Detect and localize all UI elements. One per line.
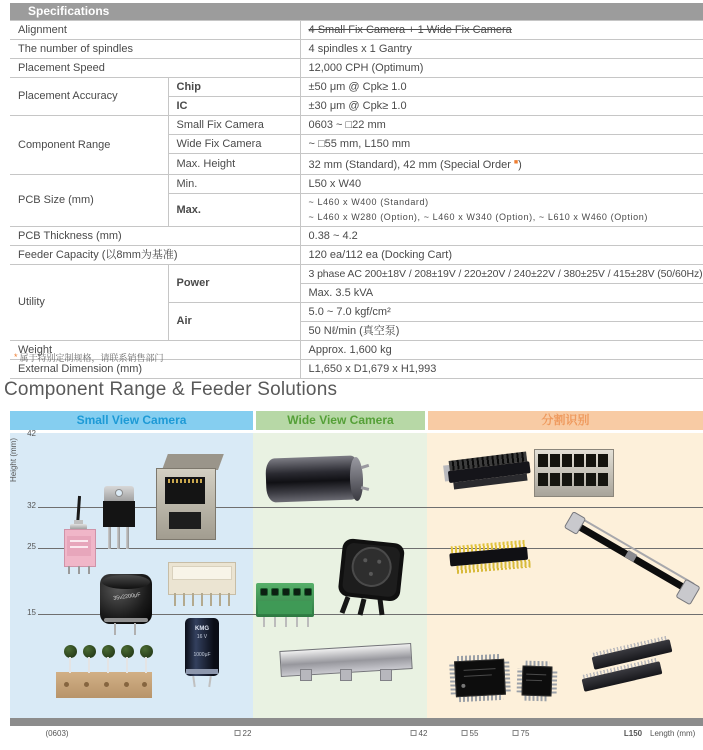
row-label: The number of spindles bbox=[10, 40, 300, 59]
row-label: PCB Size (mm) bbox=[10, 175, 168, 227]
to220-transistor-image bbox=[103, 486, 135, 550]
row-value: ±50 μm @ Cpk≥ 1.0 bbox=[300, 78, 703, 97]
y-tick-15: 15 bbox=[27, 608, 36, 617]
table-row bbox=[10, 21, 703, 40]
square-mark bbox=[462, 730, 468, 736]
row-value: 0603 ~ □22 mm bbox=[300, 116, 703, 135]
x-tick-l150: L150 bbox=[623, 729, 643, 738]
table-row bbox=[10, 59, 703, 78]
column-header-split-vision: 分割识别 bbox=[428, 411, 703, 430]
y-tick-32: 32 bbox=[27, 501, 36, 510]
square-mark bbox=[411, 730, 417, 736]
x-tick-22: 22 bbox=[235, 729, 252, 738]
x-axis-label: Length (mm) bbox=[650, 729, 696, 738]
row-sublabel: Max. Height bbox=[168, 154, 300, 175]
row-label: Weight bbox=[10, 341, 300, 360]
x-axis-baseline-bar bbox=[10, 718, 703, 726]
x-tick-0603: (0603) bbox=[45, 729, 69, 738]
y-tick-25: 25 bbox=[27, 542, 36, 551]
din-connector-image bbox=[334, 537, 410, 617]
edge-rod-connector-image bbox=[560, 512, 702, 608]
row-sublabel: Small Fix Camera bbox=[168, 116, 300, 135]
section-title: Component Range & Feeder Solutions bbox=[4, 379, 338, 400]
row-value: 50 Nℓ/min (真空泵) bbox=[300, 322, 703, 341]
y-tick-42: 42 bbox=[27, 429, 36, 438]
row-label: Feeder Capacity (以8mm为基准) bbox=[10, 246, 300, 265]
row-value: 5.0 ~ 7.0 kgf/cm² bbox=[300, 303, 703, 322]
row-label: External Dimension (mm) bbox=[10, 360, 300, 379]
row-label: Alignment bbox=[10, 21, 300, 40]
row-sublabel: Max. bbox=[168, 194, 300, 227]
row-value: 3 phase AC 200±18V / 208±19V / 220±20V / 240±22V / 380±25V / 415±28V (50/60Hz) bbox=[300, 265, 703, 284]
row-sublabel: Min. bbox=[168, 175, 300, 194]
table-row bbox=[10, 227, 703, 246]
row-label: PCB Thickness (mm) bbox=[10, 227, 300, 246]
row-value: 4 Small Fix Camera + 1 Wide Fix Camera bbox=[300, 21, 703, 40]
table-row bbox=[10, 40, 703, 59]
specifications-header: Specifications bbox=[10, 3, 703, 20]
table-row bbox=[10, 116, 703, 135]
row-value: ~ L460 x W400 (Standard) ~ L460 x W280 (Option), ~ L460 x W340 (Option), ~ L610 x W460 (Option) bbox=[300, 194, 703, 227]
gridline-32mm bbox=[38, 507, 703, 508]
x-tick-55: 55 bbox=[462, 729, 479, 738]
table-row bbox=[10, 246, 703, 265]
terminal-block-green-image bbox=[256, 583, 316, 628]
row-sublabel: Chip bbox=[168, 78, 300, 97]
rj45-multiport-bank-image bbox=[534, 449, 614, 497]
row-value: L1,650 x D1,679 x H1,993 bbox=[300, 360, 703, 379]
toggle-switch-image bbox=[58, 496, 98, 576]
square-mark bbox=[513, 730, 519, 736]
shielded-connector-long-image bbox=[280, 647, 414, 687]
square-mark bbox=[235, 730, 241, 736]
row-sublabel: Air bbox=[168, 303, 300, 341]
row-value: L50 x W40 bbox=[300, 175, 703, 194]
specifications-table bbox=[10, 3, 703, 379]
row-value: Approx. 1,600 kg bbox=[300, 341, 703, 360]
rj45-connector-image bbox=[156, 454, 220, 540]
row-value: 32 mm (Standard), 42 mm (Special Order ■) bbox=[300, 154, 703, 175]
row-label: Component Range bbox=[10, 116, 168, 175]
row-value: Max. 3.5 kVA bbox=[300, 284, 703, 303]
y-axis-label: Height (mm) bbox=[9, 438, 18, 483]
column-header-small-view-camera: Small View Camera bbox=[10, 411, 253, 430]
row-sublabel: IC bbox=[168, 97, 300, 116]
row-value: 0.38 ~ 4.2 bbox=[300, 227, 703, 246]
table-row bbox=[10, 78, 703, 97]
qfp-ic-small-image bbox=[516, 660, 557, 701]
row-label: Placement Speed bbox=[10, 59, 300, 78]
row-value: ±30 μm @ Cpk≥ 1.0 bbox=[300, 97, 703, 116]
qfp-ic-large-image bbox=[449, 653, 511, 702]
row-sublabel: Power bbox=[168, 265, 300, 303]
table-row bbox=[10, 265, 703, 284]
row-value: 4 spindles x 1 Gantry bbox=[300, 40, 703, 59]
snap-in-capacitor-horizontal-image bbox=[266, 457, 370, 505]
row-sublabel: Wide Fix Camera bbox=[168, 135, 300, 154]
disc-capacitors-on-tape-image bbox=[56, 645, 156, 700]
row-label: Utility bbox=[10, 265, 168, 341]
footnote: * 属于特别定制规格，请联系销售部门 bbox=[14, 352, 164, 363]
row-label: Placement Accuracy bbox=[10, 78, 168, 116]
electrolytic-capacitor-kmg-image: KMG 16 V 1000μF bbox=[185, 618, 221, 688]
row-value: 120 ea/112 ea (Docking Cart) bbox=[300, 246, 703, 265]
electrolytic-capacitor-large-image bbox=[100, 574, 152, 636]
row-value: ~ □55 mm, L150 mm bbox=[300, 135, 703, 154]
row-value: 12,000 CPH (Optimum) bbox=[300, 59, 703, 78]
column-header-wide-view-camera: Wide View Camera bbox=[256, 411, 425, 430]
stacked-board-connectors-image bbox=[582, 638, 672, 696]
sip-resistor-network-image bbox=[168, 562, 234, 608]
x-tick-42: 42 bbox=[411, 729, 428, 738]
x-tick-75: 75 bbox=[513, 729, 530, 738]
capacitor-label: 35v2200μF bbox=[112, 592, 142, 602]
table-row bbox=[10, 175, 703, 194]
special-order-mark: ■ bbox=[513, 159, 519, 166]
gold-pin-header-image bbox=[449, 540, 532, 581]
footnote-mark: * bbox=[14, 352, 18, 362]
